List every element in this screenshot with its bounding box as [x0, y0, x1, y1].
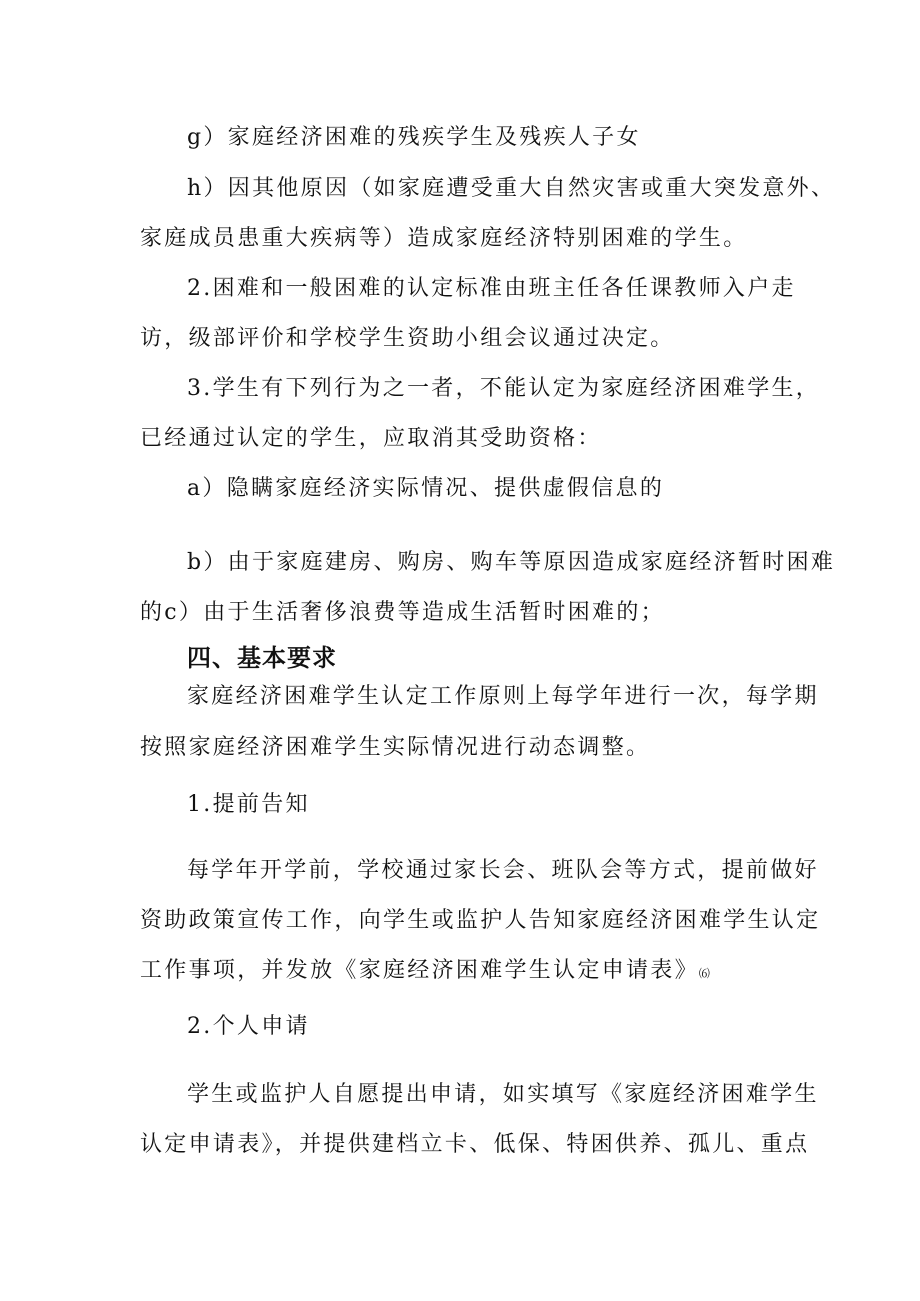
list-item-h-continued: 家庭成员患重大疾病等）造成家庭经济特别困难的学生。: [140, 226, 748, 251]
paragraph-3: 3.学生有下列行为之一者，不能认定为家庭经济困难学生，: [187, 376, 821, 401]
notice-paragraph-line-2: 资助政策宣传工作，向学生或监护人告知家庭经济困难学生认定: [140, 908, 821, 933]
list-item-c: 的c）由于生活奢侈浪费等造成生活暂时困难的；: [140, 600, 665, 625]
notice-paragraph: 每学年开学前，学校通过家长会、班队会等方式，提前做好: [187, 858, 819, 883]
paragraph-2-continued: 访，级部评价和学校学生资助小组会议通过决定。: [140, 326, 675, 351]
subheading-personal-application: 2.个人申请: [187, 1014, 310, 1039]
section-heading: 四、基本要求: [187, 644, 337, 672]
list-item-h: h）因其他原因（如家庭遭受重大自然灾害或重大突发意外、: [187, 176, 836, 201]
intro-paragraph-continued: 按照家庭经济困难学生实际情况进行动态调整。: [140, 735, 651, 760]
notice-paragraph-line-3-text: 工作事项，并发放《家庭经济困难学生认定申请表》: [140, 958, 699, 983]
application-paragraph-continued: 认定申请表》，并提供建档立卡、低保、特困供养、孤儿、重点: [140, 1132, 810, 1157]
footnote-mark: ⑹: [698, 967, 710, 980]
subheading-advance-notice: 1.提前告知: [187, 792, 310, 817]
list-item-a: a）隐瞒家庭经济实际情况、提供虚假信息的: [187, 476, 665, 501]
application-paragraph: 学生或监护人自愿提出申请，如实填写《家庭经济困难学生: [187, 1082, 819, 1107]
paragraph-2: 2.困难和一般困难的认定标准由班主任各任课教师入户走: [187, 276, 796, 301]
list-item-g: g）家庭经济困难的残疾学生及残疾人子女: [187, 125, 641, 150]
paragraph-3-continued: 已经通过认定的学生，应取消其受助资格：: [140, 426, 602, 451]
notice-paragraph-line-3: [0, 956, 920, 989]
intro-paragraph: 家庭经济困难学生认定工作原则上每学年进行一次，每学期: [187, 684, 819, 709]
list-item-b: b）由于家庭建房、购房、购车等原因造成家庭经济暂时困难: [187, 550, 836, 575]
